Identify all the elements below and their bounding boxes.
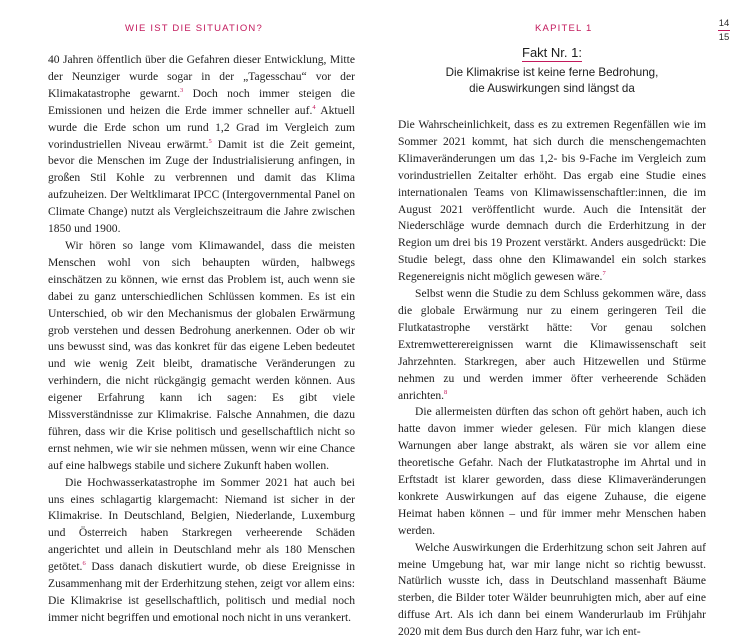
text-run: Die Hochwasserkatastrophe im Sommer 2021 hat auch bei uns eines schlagartig klargemacht: Niemand ist sicher in der Klimakrise. In Deutschland, Belgien, Niederlande, Luxemburg und Österreich haben Starkregen verheerende Schäden angerichtet und allein in Deutschland mehr als 180 Menschen getötet. <box>48 475 355 574</box>
running-head-right: KAPITEL 1 <box>535 23 593 34</box>
right-paragraph-1 <box>398 117 706 286</box>
right-paragraph-4 <box>398 540 706 641</box>
text-run: Dass danach diskutiert wurde, ob diese Ereignisse in Zusammenhang mit der Erderhitzung stehen, zeigt vor allem eins: Die Klimakrise ist gesellschaftlich, politisch und medial noch immer nicht begriffen und emotional noch nicht in uns verankert. <box>48 560 355 624</box>
text-run: Wir hören so lange vom Klimawandel, dass die meisten Menschen wohl von sich behaupten würden, halbwegs einschätzen zu können, wie ernst das Problem ist, auch wenn sie dabei zu ganz unterschiedlichen Schlüssen kommen. Es ist ein Unterschied, ob wir den Mechanismus der globalen Erwärmung grob verstehen und dessen Bedrohung anerkennen. Oder ob wir uns bewusst sind, was das konkret für das eigene Leben bedeutet und wie wenig Zeit bleibt, dramatische Veränderungen zu verhindern, die nicht rückgängig gemacht werden können. Aus eigener Erfahrung kann ich sagen: Es gibt viele Missverständnisse zur Klimakrise. Falsche Annahmen, die dazu führen, dass wir die Krise politisch und gesellschaftlich nicht so ernst nehmen, wie wir sie nehmen müssen, wenn wir eine Chance auf eine halbwegs stabile und sichere Zukunft haben wollen. <box>48 238 355 472</box>
text-run: Die Wahrscheinlichkeit, dass es zu extremen Regenfällen wie im Sommer 2021 kommt, hat sich durch die menschengemachten Klimaveränderungen um das 1,2- bis 9-Fache im Vergleich zum vorindustriellen Zeitalter erhöht. Das ergab eine Studie eines internationalen Teams von Klimawissenschaftler:innen, die im August 2021 veröffentlicht wurde. Auch die Intensität der Niederschläge wurde demnach durch die Erderhitzung in der Region um drei bis 19 Prozent verstärkt. Anders ausgedrückt: Die Studie belegt, dass ohne den Klimawandel ein solch starkes Regenereignis nicht möglich gewesen wäre. <box>398 118 706 284</box>
right-paragraph-3 <box>398 404 706 539</box>
text-run: 40 Jahren öffentlich über die Gefahren dieser Entwicklung, Mitte der Neunziger wurde sogar in der „Tagesschau“ vor der Klimakatastrophe gewarnt. <box>48 53 355 100</box>
footnote-marker[interactable]: 8 <box>444 388 448 396</box>
page-number-left: 14 <box>718 18 730 29</box>
right-page-body <box>398 117 706 641</box>
footnote-marker[interactable]: 7 <box>602 270 606 278</box>
running-head-left: WIE IST DIE SITUATION? <box>125 23 263 34</box>
text-run: Damit ist die Zeit gemeint, bevor die Menschen im Zuge der Industrialisierung anfingen, in großen Stil Kohle zu verbrennen und damit das Klima aufzuheizen. Der Weltklimarat IPCC (Intergovernmental Panel on Climate Change) nutzt als Vergleichszeitraum die Jahre zwischen 1850 und 1900. <box>48 137 355 236</box>
right-paragraph-2 <box>398 286 706 404</box>
text-run: Die allermeisten dürften das schon oft gehört haben, auch ich hatte davon immer wieder gelesen. Für mich klangen diese Warnungen aber lange abstrakt, als wären sie vor allem eine theoretische Gefahr. Nach der Flutkatastrophe im Ahrtal und in Erftstadt ist klarer geworden, dass diese Klimaveränderungen konkrete Auswirkungen auf das eigene Zuhause, die eigene Heimat haben können – und für immer mehr Menschen haben werden. <box>398 405 706 537</box>
footnote-marker[interactable]: 3 <box>180 86 184 94</box>
fakt-subtitle <box>398 65 706 97</box>
page-numbers <box>716 18 732 43</box>
fakt-subtitle-line-2: die Auswirkungen sind längst da <box>469 82 635 95</box>
page-number-divider <box>718 30 730 31</box>
page-number-right: 15 <box>718 32 730 43</box>
fakt-subtitle-line-1: Die Klimakrise ist keine ferne Bedrohung, <box>445 66 659 79</box>
left-paragraph-2 <box>48 238 355 475</box>
footnote-marker[interactable]: 4 <box>312 103 316 111</box>
footnote-marker[interactable]: 5 <box>208 137 212 145</box>
footnote-marker[interactable]: 6 <box>82 560 86 568</box>
text-run: Welche Auswirkungen die Erderhitzung schon seit Jahren auf meine Umgebung hat, war mir lange nicht so richtig bewusst. Natürlich wusste ich, dass in Deutschland massenhaft Bäume sterben, die Bilder toter Wälder beunruhigten mich, aber auf eine diffuse Art. Als ich dann bei einem Wanderurlaub im Frühjahr 2020 mit dem Bus durch den Harz fuhr, war ich ent- <box>398 540 706 639</box>
left-paragraph-1 <box>48 52 355 238</box>
left-paragraph-3 <box>48 475 355 627</box>
fakt-title: Fakt Nr. 1: <box>522 45 582 60</box>
left-page-body <box>48 52 355 627</box>
text-run: Aktuell wurde die Erde schon um rund 1,2 Grad im Vergleich zum vorindustriellen Niveau erwärmt. <box>48 103 355 151</box>
text-run: Selbst wenn die Studie zu dem Schluss gekommen wäre, dass die globale Erwärmung nur zu einem geringeren Teil die Flutkatastrophe verstärkt hätte: Vor genau solchen Extremwetterereignissen warnt die Klimawissenschaft seit Jahrzehnten. Starkregen, aber auch Hitzewellen und Stürme nehmen zu und werden immer öfter verheerende Schäden anrichten. <box>398 287 706 402</box>
text-run: Doch noch immer steigen die Emissionen und heizen die Erde immer schneller auf. <box>48 86 355 117</box>
fakt-heading <box>398 44 706 97</box>
